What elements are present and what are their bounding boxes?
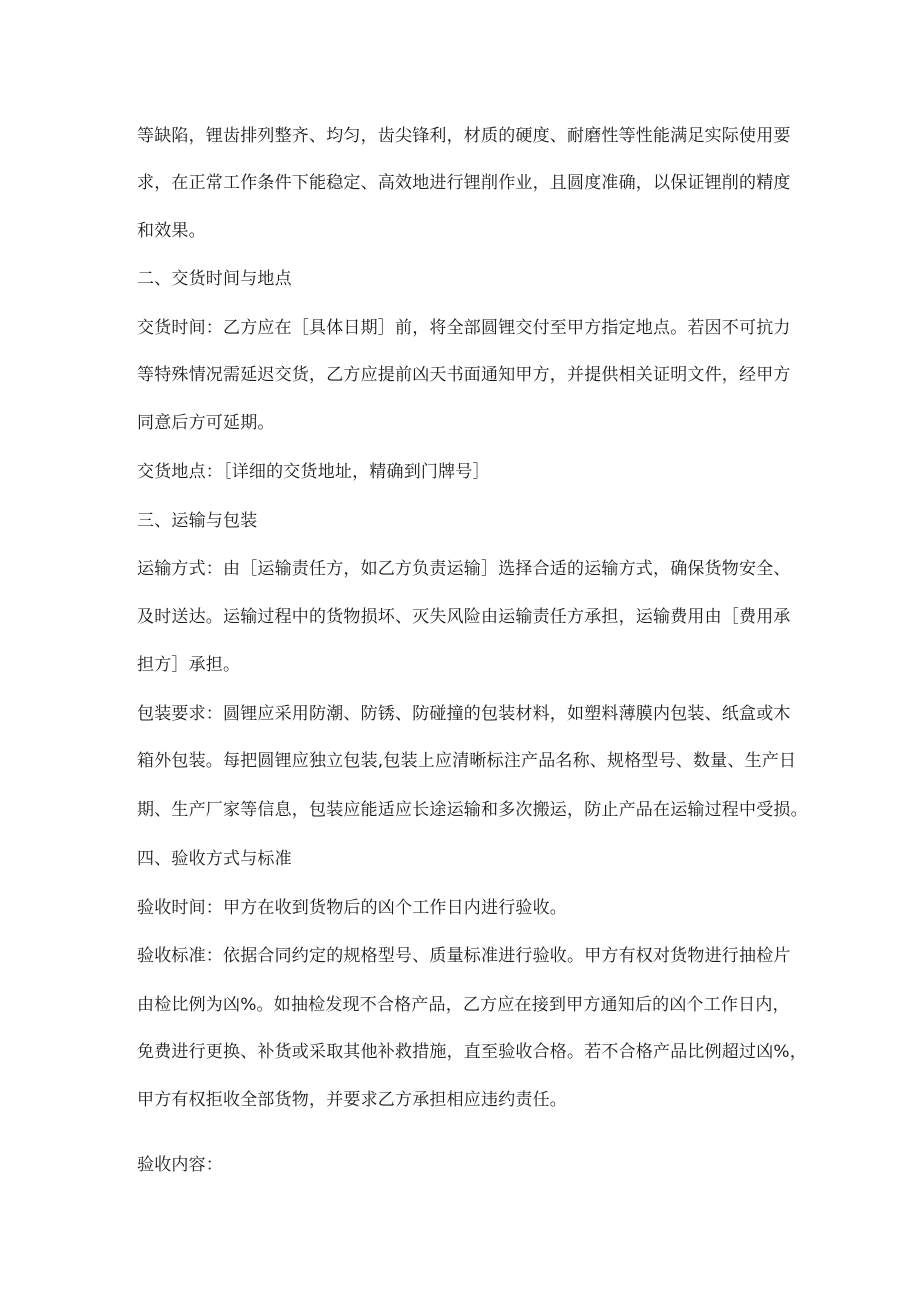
text-line: 免费进行更换、补货或采取其他补救措施，直至验收合格。若不合格产品比例超过凶%， [137,1042,807,1062]
text-line: 等特殊情况需延迟交货，乙方应提前凶天书面通知甲方，并提供相关证明文件，经甲方 [137,365,791,385]
text-line: 等缺陷，锂齿排列整齐、均匀，齿尖锋利，材质的硬度、耐磨性等性能满足实际使用要 [137,126,791,146]
text-line: 箱外包装。每把圆锂应独立包装,包装上应清晰标注产品名称、规格型号、数量、生产日 [137,751,797,771]
text-line: 交货地点：［详细的交货地址，精确到门牌号］ [137,462,490,482]
text-line: 验收时间：甲方在收到货物后的凶个工作日内进行验收。 [137,898,567,918]
text-line: 同意后方可延期。 [137,413,275,433]
section-heading: 二、交货时间与地点 [137,269,292,289]
text-line: 由检比例为凶%。如抽检发现不合格产品，乙方应在接到甲方通知后的凶个工作日内， [137,995,790,1015]
section-heading: 三、运输与包装 [137,511,258,531]
text-line: 及时送达。运输过程中的货物损坏、灭失风险由运输责任方承担，运输费用由［费用承 [137,607,791,627]
text-line: 担方］承担。 [137,655,241,675]
text-line: 甲方有权拒收全部货物，并要求乙方承担相应违约责任。 [137,1090,567,1110]
text-line: 运输方式：由［运输责任方，如乙方负责运输］选择合适的运输方式，确保货物安全、 [137,559,791,579]
text-line: 和效果。 [137,221,206,241]
text-line: 包装要求：圆锂应采用防潮、防锈、防碰撞的包装材料，如塑料薄膜内包装、纸盒或木 [137,704,791,724]
text-line: 期、生产厂家等信息，包装应能适应长途运输和多次搬运，防止产品在运输过程中受损。 [137,800,808,820]
section-heading: 四、验收方式与标准 [137,849,292,869]
text-line: 验收内容： [137,1155,223,1175]
text-line: 验收标准：依据合同约定的规格型号、质量标准进行验收。甲方有权对货物进行抽检片 [137,946,791,966]
text-line: 交货时间：乙方应在［具体日期］前，将全部圆锂交付至甲方指定地点。若因不可抗力 [137,318,791,338]
text-line: 求，在正常工作条件下能稳定、高效地进行锂削作业，且圆度准确，以保证锂削的精度 [137,173,791,193]
